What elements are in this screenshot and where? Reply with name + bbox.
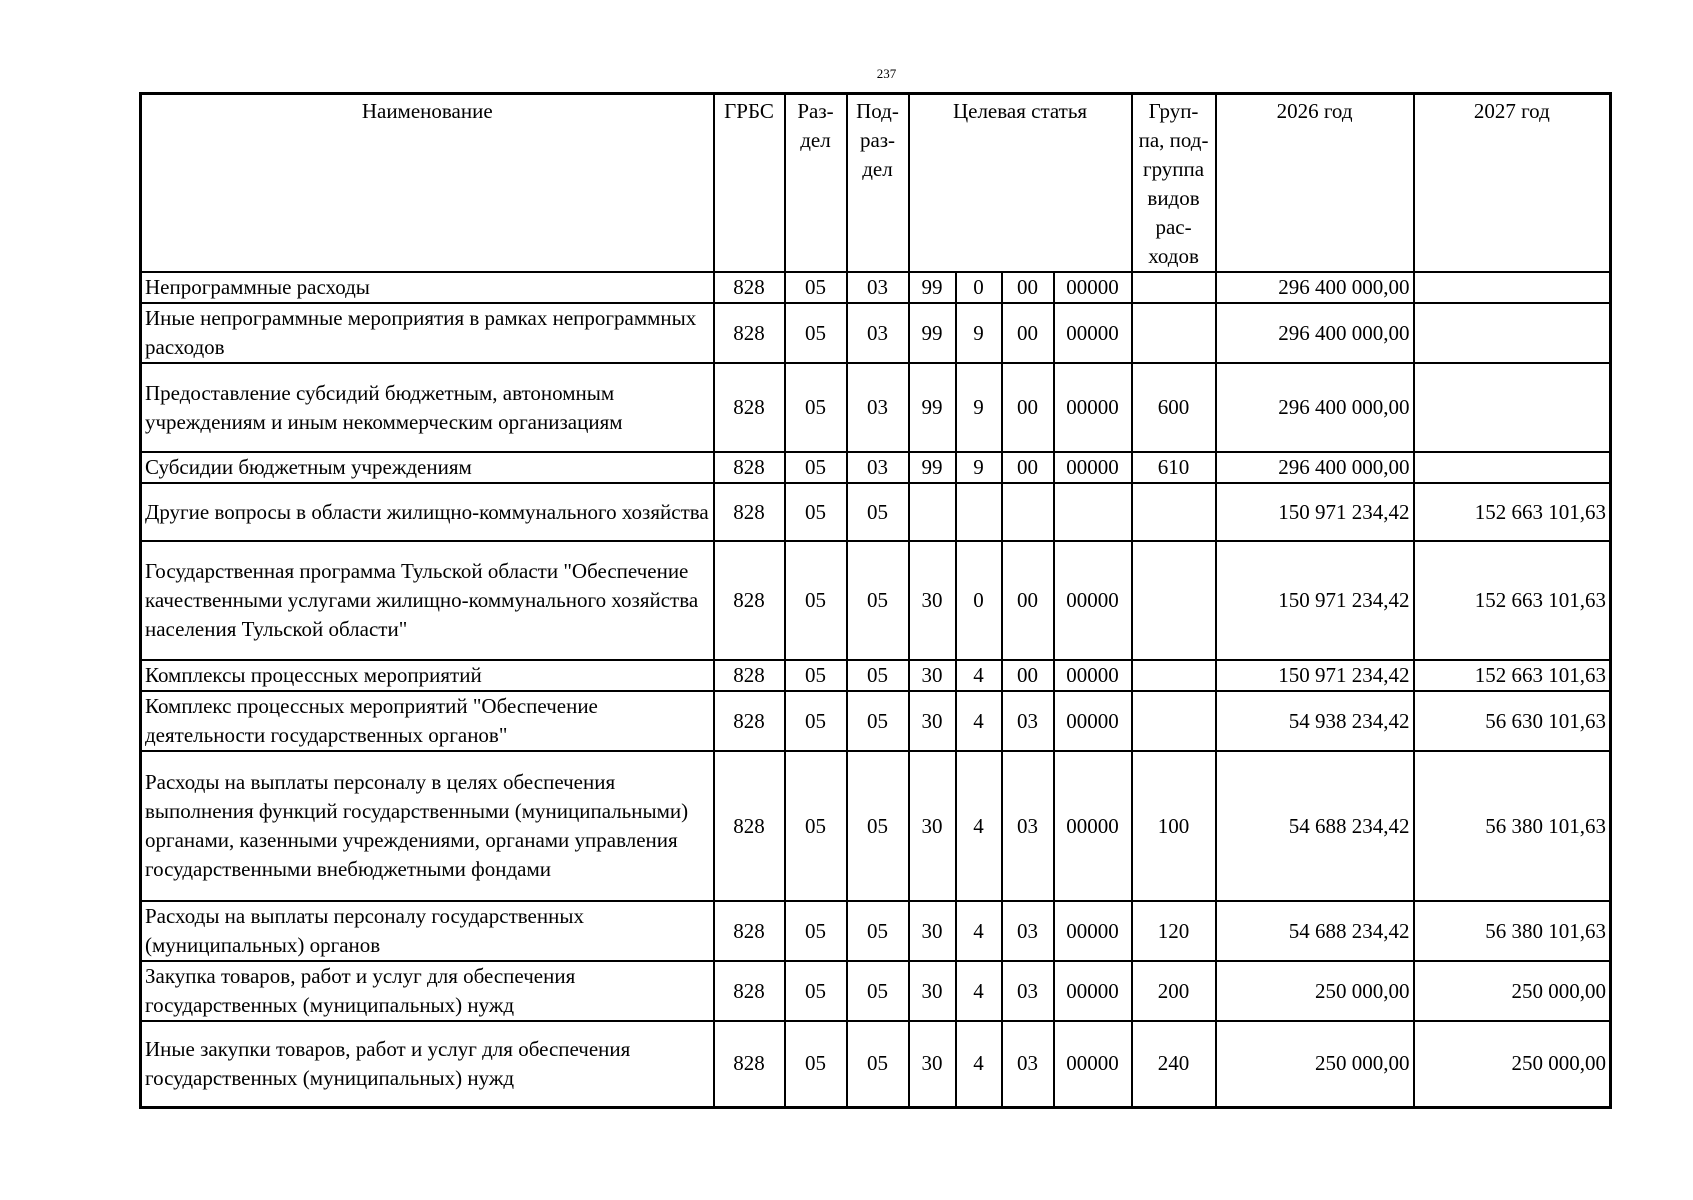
cell-2026: 54 688 234,42 [1216, 901, 1414, 961]
header-grbs: ГРБС [714, 94, 785, 273]
budget-table [139, 92, 1612, 1109]
cell-cs-direction: 00000 [1054, 691, 1132, 751]
cell-podrazdel: 05 [847, 541, 909, 660]
table-row [141, 691, 1611, 751]
header-row [141, 94, 1611, 273]
cell-razdel: 05 [785, 1021, 847, 1107]
cell-vid-rashodov: 600 [1132, 363, 1216, 452]
cell-podrazdel: 05 [847, 901, 909, 961]
cell-cs-subprogram: 03 [1002, 751, 1054, 901]
cell-podrazdel: 03 [847, 303, 909, 363]
cell-vid-rashodov [1132, 660, 1216, 691]
cell-cs-direction: 00000 [1054, 901, 1132, 961]
table-row [141, 272, 1611, 303]
cell-grbs: 828 [714, 660, 785, 691]
header-razdel: Раз- дел [785, 94, 847, 273]
cell-cs-program: 30 [909, 691, 956, 751]
cell-2026: 296 400 000,00 [1216, 303, 1414, 363]
cell-podrazdel: 05 [847, 660, 909, 691]
header-2027: 2027 год [1414, 94, 1611, 273]
cell-name: Комплексы процессных мероприятий [141, 660, 714, 691]
cell-2026: 296 400 000,00 [1216, 272, 1414, 303]
cell-cs-subprogram: 00 [1002, 660, 1054, 691]
cell-grbs: 828 [714, 363, 785, 452]
cell-razdel: 05 [785, 901, 847, 961]
cell-vid-rashodov: 200 [1132, 961, 1216, 1021]
cell-grbs: 828 [714, 751, 785, 901]
cell-2027: 152 663 101,63 [1414, 660, 1611, 691]
cell-podrazdel: 03 [847, 272, 909, 303]
cell-cs-program: 30 [909, 961, 956, 1021]
table-row [141, 363, 1611, 452]
cell-razdel: 05 [785, 660, 847, 691]
cell-cs-direction [1054, 483, 1132, 541]
cell-2026: 150 971 234,42 [1216, 483, 1414, 541]
cell-cs-type: 0 [956, 272, 1002, 303]
cell-2027: 152 663 101,63 [1414, 541, 1611, 660]
table-row [141, 541, 1611, 660]
cell-cs-program: 99 [909, 452, 956, 483]
cell-2027: 56 630 101,63 [1414, 691, 1611, 751]
cell-2026: 150 971 234,42 [1216, 541, 1414, 660]
cell-vid-rashodov [1132, 691, 1216, 751]
cell-cs-type: 9 [956, 303, 1002, 363]
cell-2027: 152 663 101,63 [1414, 483, 1611, 541]
table-row [141, 303, 1611, 363]
cell-cs-subprogram: 03 [1002, 691, 1054, 751]
cell-grbs: 828 [714, 961, 785, 1021]
cell-cs-program [909, 483, 956, 541]
cell-cs-subprogram: 03 [1002, 961, 1054, 1021]
cell-2027 [1414, 452, 1611, 483]
cell-grbs: 828 [714, 303, 785, 363]
cell-2027: 56 380 101,63 [1414, 901, 1611, 961]
cell-2027 [1414, 272, 1611, 303]
cell-name: Иные закупки товаров, работ и услуг для обеспечения государственных (муниципальных) нужд [141, 1021, 714, 1107]
cell-podrazdel: 05 [847, 483, 909, 541]
cell-grbs: 828 [714, 272, 785, 303]
cell-cs-program: 30 [909, 751, 956, 901]
cell-cs-type: 4 [956, 901, 1002, 961]
table-row [141, 660, 1611, 691]
cell-cs-program: 99 [909, 303, 956, 363]
table-row [141, 751, 1611, 901]
cell-cs-program: 30 [909, 660, 956, 691]
cell-cs-type: 0 [956, 541, 1002, 660]
cell-cs-type: 4 [956, 751, 1002, 901]
cell-grbs: 828 [714, 691, 785, 751]
cell-vid-rashodov [1132, 303, 1216, 363]
header-2026: 2026 год [1216, 94, 1414, 273]
cell-cs-direction: 00000 [1054, 660, 1132, 691]
cell-cs-type: 9 [956, 363, 1002, 452]
table-row [141, 961, 1611, 1021]
cell-2026: 296 400 000,00 [1216, 363, 1414, 452]
cell-2027: 250 000,00 [1414, 961, 1611, 1021]
cell-razdel: 05 [785, 691, 847, 751]
cell-2026: 54 688 234,42 [1216, 751, 1414, 901]
cell-2027: 56 380 101,63 [1414, 751, 1611, 901]
cell-razdel: 05 [785, 961, 847, 1021]
cell-grbs: 828 [714, 452, 785, 483]
cell-vid-rashodov: 610 [1132, 452, 1216, 483]
cell-cs-subprogram: 03 [1002, 1021, 1054, 1107]
cell-grbs: 828 [714, 483, 785, 541]
cell-cs-program: 30 [909, 541, 956, 660]
cell-2027: 250 000,00 [1414, 1021, 1611, 1107]
cell-cs-direction: 00000 [1054, 541, 1132, 660]
cell-name: Предоставление субсидий бюджетным, автономным учреждениям и иным некоммерческим организациям [141, 363, 714, 452]
cell-vid-rashodov: 100 [1132, 751, 1216, 901]
cell-grbs: 828 [714, 541, 785, 660]
cell-name: Иные непрограммные мероприятия в рамках непрограммных расходов [141, 303, 714, 363]
cell-cs-direction: 00000 [1054, 961, 1132, 1021]
cell-cs-subprogram: 00 [1002, 541, 1054, 660]
cell-2026: 54 938 234,42 [1216, 691, 1414, 751]
cell-razdel: 05 [785, 452, 847, 483]
table-row [141, 452, 1611, 483]
cell-podrazdel: 05 [847, 751, 909, 901]
cell-2026: 250 000,00 [1216, 1021, 1414, 1107]
cell-cs-type: 4 [956, 961, 1002, 1021]
cell-vid-rashodov: 240 [1132, 1021, 1216, 1107]
cell-razdel: 05 [785, 303, 847, 363]
cell-cs-direction: 00000 [1054, 272, 1132, 303]
cell-podrazdel: 05 [847, 961, 909, 1021]
cell-cs-direction: 00000 [1054, 452, 1132, 483]
cell-cs-direction: 00000 [1054, 751, 1132, 901]
cell-podrazdel: 03 [847, 452, 909, 483]
header-celevaya-statya: Целевая статья [909, 94, 1132, 273]
cell-razdel: 05 [785, 751, 847, 901]
cell-name: Государственная программа Тульской области "Обеспечение качественными услугами жилищно-коммунального хозяйства населения Тульской области" [141, 541, 714, 660]
cell-cs-direction: 00000 [1054, 363, 1132, 452]
cell-cs-subprogram: 00 [1002, 303, 1054, 363]
cell-podrazdel: 03 [847, 363, 909, 452]
cell-grbs: 828 [714, 1021, 785, 1107]
cell-cs-subprogram [1002, 483, 1054, 541]
cell-cs-type: 4 [956, 691, 1002, 751]
cell-cs-direction: 00000 [1054, 303, 1132, 363]
table-row [141, 901, 1611, 961]
cell-cs-subprogram: 00 [1002, 272, 1054, 303]
cell-podrazdel: 05 [847, 1021, 909, 1107]
table-row [141, 1021, 1611, 1107]
cell-grbs: 828 [714, 901, 785, 961]
cell-name: Субсидии бюджетным учреждениям [141, 452, 714, 483]
cell-2027 [1414, 303, 1611, 363]
cell-name: Расходы на выплаты персоналу в целях обеспечения выполнения функций государственными (муниципальными) органами, казенными учреждениями, органами управления государственными внебюджетными фондами [141, 751, 714, 901]
cell-cs-program: 99 [909, 363, 956, 452]
cell-name: Комплекс процессных мероприятий "Обеспечение деятельности государственных органов" [141, 691, 714, 751]
header-name: Наименование [141, 94, 714, 273]
header-podrazdel: Под- раз- дел [847, 94, 909, 273]
cell-vid-rashodov: 120 [1132, 901, 1216, 961]
cell-name: Другие вопросы в области жилищно-коммунального хозяйства [141, 483, 714, 541]
cell-razdel: 05 [785, 541, 847, 660]
cell-cs-subprogram: 03 [1002, 901, 1054, 961]
cell-cs-type: 9 [956, 452, 1002, 483]
cell-podrazdel: 05 [847, 691, 909, 751]
cell-2026: 296 400 000,00 [1216, 452, 1414, 483]
cell-2026: 250 000,00 [1216, 961, 1414, 1021]
cell-cs-type [956, 483, 1002, 541]
cell-cs-direction: 00000 [1054, 1021, 1132, 1107]
cell-cs-program: 30 [909, 1021, 956, 1107]
cell-cs-program: 30 [909, 901, 956, 961]
cell-cs-type: 4 [956, 1021, 1002, 1107]
cell-cs-program: 99 [909, 272, 956, 303]
header-gruppa-vidov-rashodov: Груп- па, под- группа видов рас- ходов [1132, 94, 1216, 273]
cell-name: Расходы на выплаты персоналу государственных (муниципальных) органов [141, 901, 714, 961]
cell-razdel: 05 [785, 272, 847, 303]
table-row [141, 483, 1611, 541]
cell-razdel: 05 [785, 363, 847, 452]
cell-razdel: 05 [785, 483, 847, 541]
cell-vid-rashodov [1132, 272, 1216, 303]
cell-vid-rashodov [1132, 541, 1216, 660]
page-number: 237 [876, 66, 897, 81]
cell-2027 [1414, 363, 1611, 452]
cell-cs-subprogram: 00 [1002, 452, 1054, 483]
cell-cs-type: 4 [956, 660, 1002, 691]
cell-cs-subprogram: 00 [1002, 363, 1054, 452]
cell-name: Закупка товаров, работ и услуг для обеспечения государственных (муниципальных) нужд [141, 961, 714, 1021]
cell-2026: 150 971 234,42 [1216, 660, 1414, 691]
cell-name: Непрограммные расходы [141, 272, 714, 303]
cell-vid-rashodov [1132, 483, 1216, 541]
